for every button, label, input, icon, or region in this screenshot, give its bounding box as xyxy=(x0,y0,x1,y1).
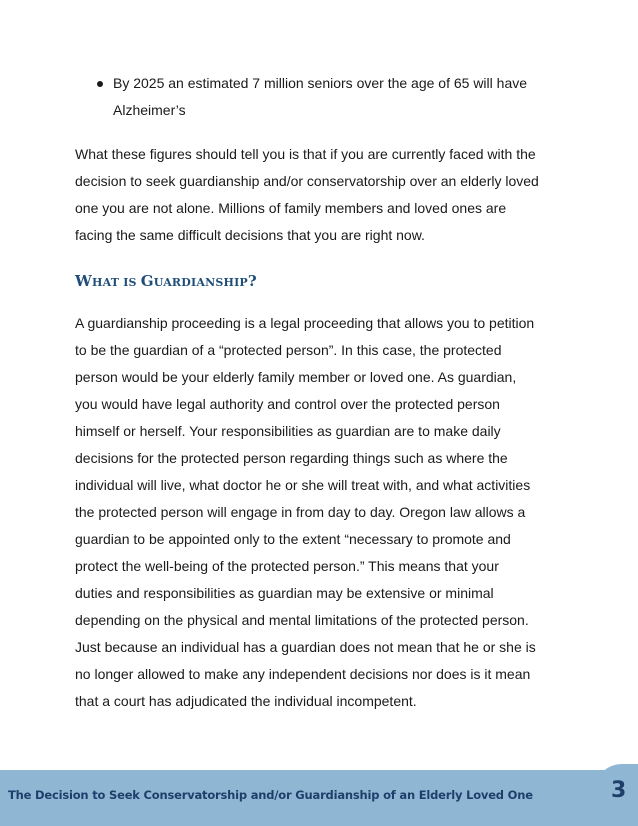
paragraph-line: guardian to be appointed only to the extent “necessary to promote and xyxy=(75,531,511,547)
bullet-line: By 2025 an estimated 7 million seniors over the age of 65 will have xyxy=(113,75,528,91)
paragraph-line: duties and responsibilities as guardian may be extensive or minimal xyxy=(75,585,494,601)
heading-part: UARDIANSHIP xyxy=(153,276,248,289)
paragraph-figures xyxy=(75,141,575,249)
paragraph-line: person would be your elderly family member or loved one. As guardian, xyxy=(75,369,517,385)
paragraph-guardianship xyxy=(75,310,575,715)
paragraph-line: depending on the physical and mental limitations of the protected person. xyxy=(75,612,529,628)
paragraph-line: A guardianship proceeding is a legal proceeding that allows you to petition xyxy=(75,315,535,331)
section-heading xyxy=(75,272,575,290)
page-number: 3 xyxy=(611,778,627,803)
paragraph-line: decision to seek guardianship and/or conservatorship over an elderly loved xyxy=(75,173,539,189)
paragraph-line: Just because an individual has a guardian does not mean that he or she is xyxy=(75,639,536,655)
paragraph-line: decisions for the protected person regarding things such as where the xyxy=(75,450,508,466)
bullet-line: Alzheimer’s xyxy=(113,102,186,118)
heading-part: W xyxy=(75,272,93,290)
paragraph-line: you would have legal authority and control over the protected person xyxy=(75,396,500,412)
page-footer xyxy=(0,770,638,826)
paragraph-line: himself or herself. Your responsibilities as guardian are to make daily xyxy=(75,423,501,439)
heading-part: ? xyxy=(247,272,257,290)
paragraph-line: facing the same difficult decisions that you are right now. xyxy=(75,227,425,243)
paragraph-line: individual will live, what doctor he or she will treat with, and what activities xyxy=(75,477,531,493)
paragraph-line: What these figures should tell you is that if you are currently faced with the xyxy=(75,146,536,162)
paragraph-line: that a court has adjudicated the individual incompetent. xyxy=(75,693,417,709)
paragraph-line: to be the guardian of a “protected person”. In this case, the protected xyxy=(75,342,502,358)
list-item xyxy=(75,70,575,124)
heading-part: G xyxy=(140,272,154,290)
paragraph-line: no longer allowed to make any independent decisions nor does is it mean xyxy=(75,666,531,682)
heading-part: HAT IS xyxy=(92,276,141,289)
footer-title: The Decision to Seek Conservatorship and/or Guardianship of an Elderly Loved One xyxy=(8,788,533,802)
page-content xyxy=(75,70,575,715)
paragraph-line: one you are not alone. Millions of family members and loved ones are xyxy=(75,200,507,216)
paragraph-line: protect the well-being of the protected person.” This means that your xyxy=(75,558,499,574)
paragraph-line: the protected person will engage in from day to day. Oregon law allows a xyxy=(75,504,526,520)
bullet-icon xyxy=(97,81,103,87)
bullet-list xyxy=(75,70,575,124)
